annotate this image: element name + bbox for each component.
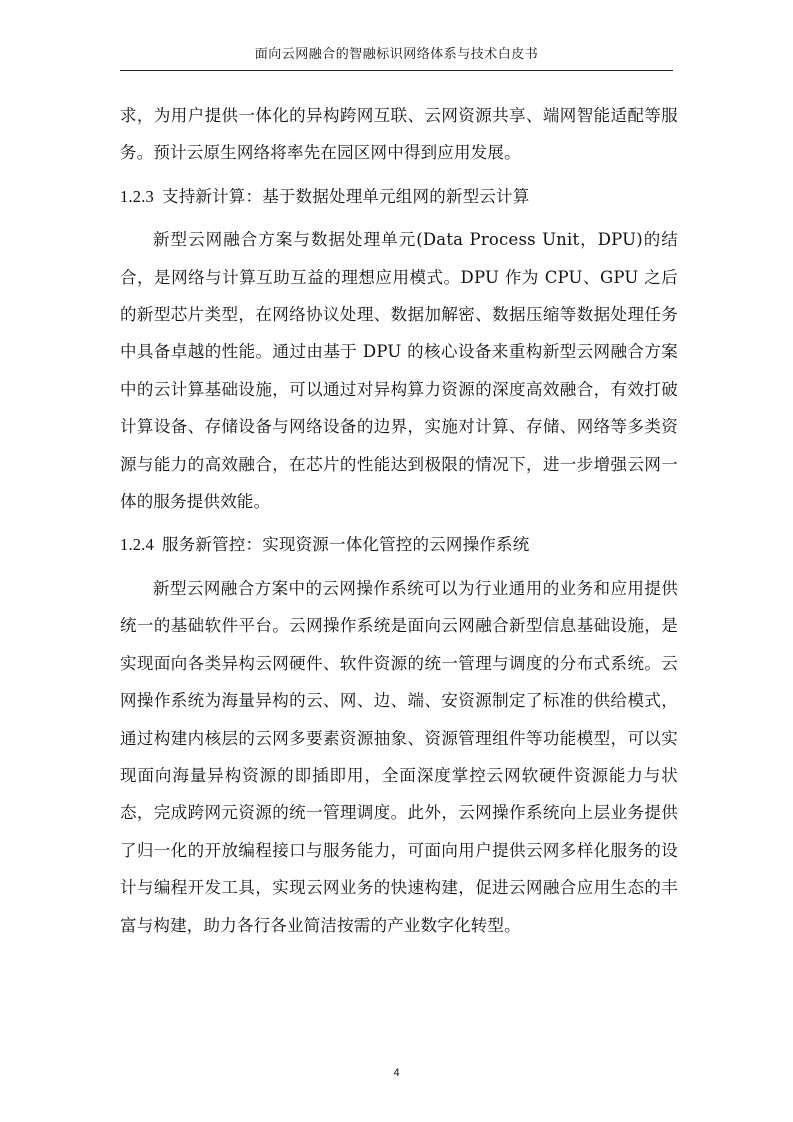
document-title: 面向云网融合的智融标识网络体系与技术白皮书: [254, 47, 539, 62]
paragraph-cloud-os: 新型云网融合方案中的云网操作系统可以为行业通用的业务和应用提供统一的基础软件平台。云网操作系统是面向云网融合新型信息基础设施，是实现面向各类异构云网硬件、软件资源的统一管理与调度的分布式系统。云网操作系统为海量异构的云、网、边、端、安资源制定了标准的供给模式，通过构建内核层的云网多要素资源抽象、资源管理组件等功能模型，可以实现面向海量异构资源的即插即用，全面深度掌控云网软硬件资源能力与状态，完成跨网元资源的统一管理调度。此外，云网操作系统向上层业务提供了归一化的开放编程接口与服务能力，可面向用户提供云网多样化服务的设计与编程开发工具，实现云网业务的快速构建，促进云网融合应用生态的丰富与构建，助力各行各业简洁按需的产业数字化转型。: [120, 578, 678, 935]
paragraph-dpu: 新型云网融合方案与数据处理单元(Data Process Unit，DPU)的结合，是网络与计算互助互益的理想应用模式。DPU 作为 CPU、GPU 之后的新型芯片类型，在网络协议处理、数据加解密、数据压缩等数据处理任务中具备卓越的性能。通过由基于 DPU 的核心设备来重构新型云网融合方案中的云计算基础设施，可以通过对异构算力资源的深度高效融合，有效打破计算设备、存储设备与网络设备的边界，实施对计算、存储、网络等多类资源与能力的高效融合，在芯片的性能达到极限的情况下，进一步增强云网一体的服务提供效能。: [120, 230, 678, 512]
section-title: 服务新管控：实现资源一体化管控的云网操作系统: [162, 535, 530, 555]
section-heading-1-2-4: [120, 526, 678, 563]
paragraph-continuation: 求，为用户提供一体化的异构跨网互联、云网资源共享、端网智能适配等服务。预计云原生网络将率先在园区网中得到应用发展。: [120, 106, 678, 163]
page-number: 4: [393, 1067, 400, 1079]
running-header: [120, 40, 673, 71]
page-content: [120, 97, 678, 944]
section-number: 1.2.4: [120, 535, 154, 555]
section-title: 支持新计算：基于数据处理单元组网的新型云计算: [162, 186, 530, 206]
section-heading-1-2-3: [120, 178, 678, 215]
section-number: 1.2.3: [120, 186, 154, 206]
